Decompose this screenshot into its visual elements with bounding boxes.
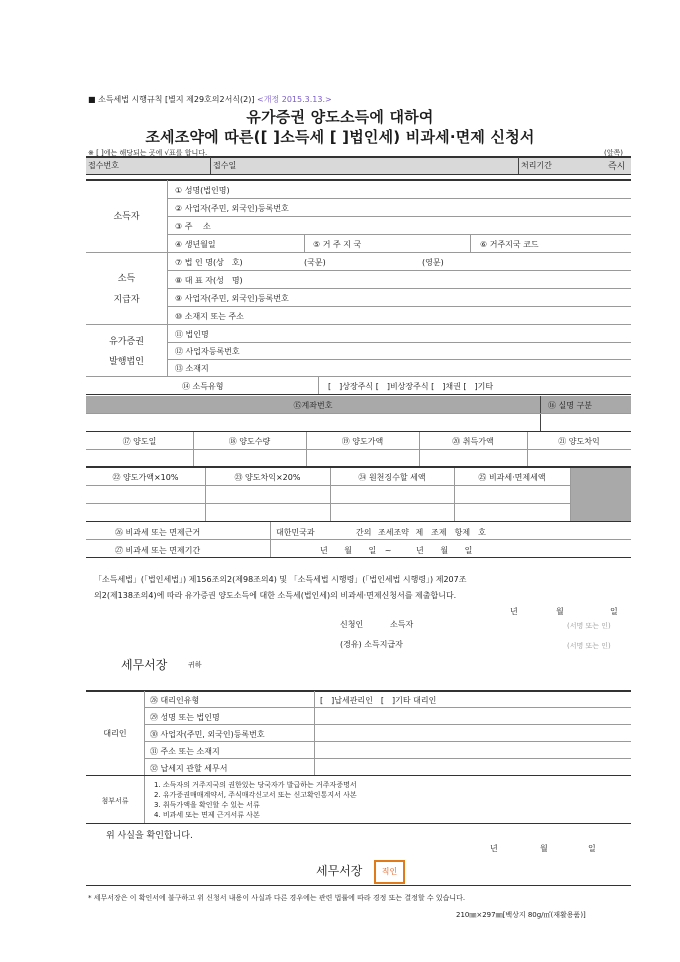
field-2-reg-number: ② 사업자(주민, 외국인)등록번호: [175, 204, 289, 213]
processing-period-value: 즉시: [608, 162, 626, 172]
exemption-period-value: 년 월 일 ~ 년 월 일: [320, 546, 473, 555]
footer-note: * 세무서장은 이 확인서에 불구하고 위 신청서 내용이 사실과 다른 경우에는 관련 법률에 따라 경정 또는 결정할 수 있습니다.: [88, 894, 466, 902]
field-7-english: (영문): [422, 258, 444, 267]
agent-type-options[interactable]: [ ]납세관리인 [ ]기타 대리인: [320, 696, 437, 705]
field-24-withholding-tax: ㉔ 원천징수할 세액: [358, 473, 426, 482]
official-seal: 직인: [374, 860, 405, 884]
attachments-label: 첨부서류: [101, 797, 129, 805]
field-15-account: ⑮계좌번호: [293, 401, 333, 410]
field-6-country-code: ⑥ 거주지국 코드: [480, 240, 539, 249]
field-32-tax-office: ㉜ 납세지 관할 세무서: [150, 764, 228, 773]
treaty-article: 간의 조세조약 제 조제 항제 호: [356, 528, 486, 537]
tax-exempt-amount-grey: [570, 468, 631, 521]
honorific: 귀하: [188, 661, 202, 669]
field-22-price-10pct: ㉒ 양도가액×10%: [112, 473, 179, 482]
field-10-address: ⑩ 소재지 또는 주소: [175, 312, 244, 321]
confirmation-date-day: 일: [588, 844, 596, 853]
field-14-income-type: ⑭ 소득유형: [182, 382, 224, 391]
payer-section-line-1: 소득: [117, 274, 136, 284]
field-26-exemption-basis: ㉖ 비과세 또는 면제근거: [115, 528, 201, 537]
field-20-acquisition-price: ⑳ 취득가액: [452, 437, 494, 446]
field-27-exemption-period: ㉗ 비과세 또는 면제기간: [115, 546, 201, 555]
statement-date-year: 년: [510, 607, 518, 616]
income-type-options[interactable]: [ ]상장주식 [ ]비상장주식 [ ]채권 [ ]기타: [328, 382, 494, 391]
applicant-signature[interactable]: (서명 또는 인): [567, 622, 611, 630]
field-30-agent-reg: ㉚ 사업자(주민, 외국인)등록번호: [150, 730, 265, 739]
field-29-agent-name: ㉙ 성명 또는 법인명: [150, 713, 220, 722]
title-line-1: 유가증권 양도소득에 대하여: [246, 108, 434, 126]
statement-date-month: 월: [556, 607, 564, 616]
field-28-agent-type: ㉘ 대리인유형: [150, 696, 200, 705]
page-side: (앞쪽): [604, 149, 623, 157]
field-7-korean: (국문): [304, 258, 326, 267]
attachment-item-4: 4. 비과세 또는 면제 근거서류 사본: [154, 811, 260, 819]
field-17-transfer-date: ⑰ 양도일: [122, 437, 157, 446]
field-4-birthdate: ④ 생년월일: [175, 240, 216, 249]
treaty-country: 대한민국과: [276, 528, 315, 537]
field-19-transfer-price: ⑲ 양도가액: [341, 437, 384, 446]
title-line-2: 조세조약에 따른([ ]소득세 [ ]법인세) 비과세·면제 신청서: [145, 128, 535, 146]
confirmation-text: 위 사실을 확인합니다.: [106, 831, 193, 841]
field-3-address: ③ 주 소: [175, 222, 211, 231]
field-13-address: ⑬ 소재지: [175, 364, 209, 373]
applicant-role: 소득자: [390, 620, 414, 629]
confirmation-date-month: 월: [540, 844, 548, 853]
field-23-gain-20pct: ㉓ 양도차익×20%: [234, 473, 301, 482]
tax-office-addressee: 세무서장: [121, 658, 168, 672]
field-31-agent-address: ㉛ 주소 또는 소재지: [150, 747, 220, 756]
statement-date-day: 일: [610, 607, 618, 616]
form-reference: [88, 94, 332, 105]
field-11-corp-name: ⑪ 법인명: [175, 330, 209, 339]
field-1-name: ① 성명(법인명): [175, 186, 230, 195]
confirmation-date-year: 년: [490, 844, 498, 853]
check-note: ※ [ ]에는 해당되는 곳에 √표를 합니다.: [88, 149, 208, 157]
field-25-exempt-tax: ㉕ 비과세·면제세액: [478, 473, 546, 482]
payer-section-line-2: 지급자: [113, 295, 140, 305]
income-earner-section: 소득자: [113, 212, 140, 222]
attachment-item-3: 3. 취득가액을 확인할 수 있는 서류: [154, 801, 260, 809]
agent-section: 대리인: [103, 729, 127, 738]
attachment-item-1: 1. 소득자의 거주지국의 권한있는 당국자가 발급하는 거주자증명서: [154, 781, 357, 789]
revision-text: <개정 2015.3.13.>: [257, 95, 332, 104]
receipt-number-label: 접수번호: [88, 161, 119, 170]
paper-spec: 210㎜×297㎜[백상지 80g/㎡(재활용품)]: [456, 911, 586, 919]
payer-signature[interactable]: (서명 또는 인): [567, 642, 611, 650]
processing-period-label: 처리기간: [521, 161, 552, 170]
issuer-section-line-2: 발행법인: [109, 357, 144, 367]
field-9-reg-number: ⑨ 사업자(주민, 외국인)등록번호: [175, 294, 289, 303]
statement-line-2: 의2(제138조의4)에 따라 유가증권 양도소득에 대한 소득세(법인세)의 비과세·면제신청서를 제출합니다.: [94, 591, 457, 600]
field-16-real-name: ⑯ 실명 구분: [548, 401, 592, 410]
attachment-item-2: 2. 유가증권매매계약서, 주식매각신고서 또는 신고확인통지서 사본: [154, 791, 357, 799]
confirming-tax-office: 세무서장: [316, 864, 363, 878]
statement-line-1: 「소득세법」(「법인세법」) 제156조의2(제98조의4) 및 「소득세법 시행령」(「법인세법 시행령」) 제207조: [94, 575, 467, 584]
issuer-section-line-1: 유가증권: [109, 337, 144, 347]
field-12-biz-number: ⑫ 사업자등록번호: [175, 347, 240, 356]
field-21-capital-gain: ㉑ 양도차익: [558, 437, 600, 446]
form-ref-text: ■ 소득세법 시행규칙 [별지 제29호의2서식(2)]: [88, 95, 255, 104]
applicant-label: 신청인: [340, 620, 364, 629]
field-7-corp-name: ⑦ 법 인 명(상 호): [175, 258, 243, 267]
receipt-date-label: 접수일: [213, 161, 237, 170]
field-5-residence-country: ⑤ 거 주 지 국: [313, 240, 362, 249]
field-18-quantity: ⑱ 양도수량: [228, 437, 271, 446]
field-8-representative: ⑧ 대 표 자(성 명): [175, 276, 243, 285]
payer-via-label: (경유) 소득지급자: [340, 640, 403, 649]
